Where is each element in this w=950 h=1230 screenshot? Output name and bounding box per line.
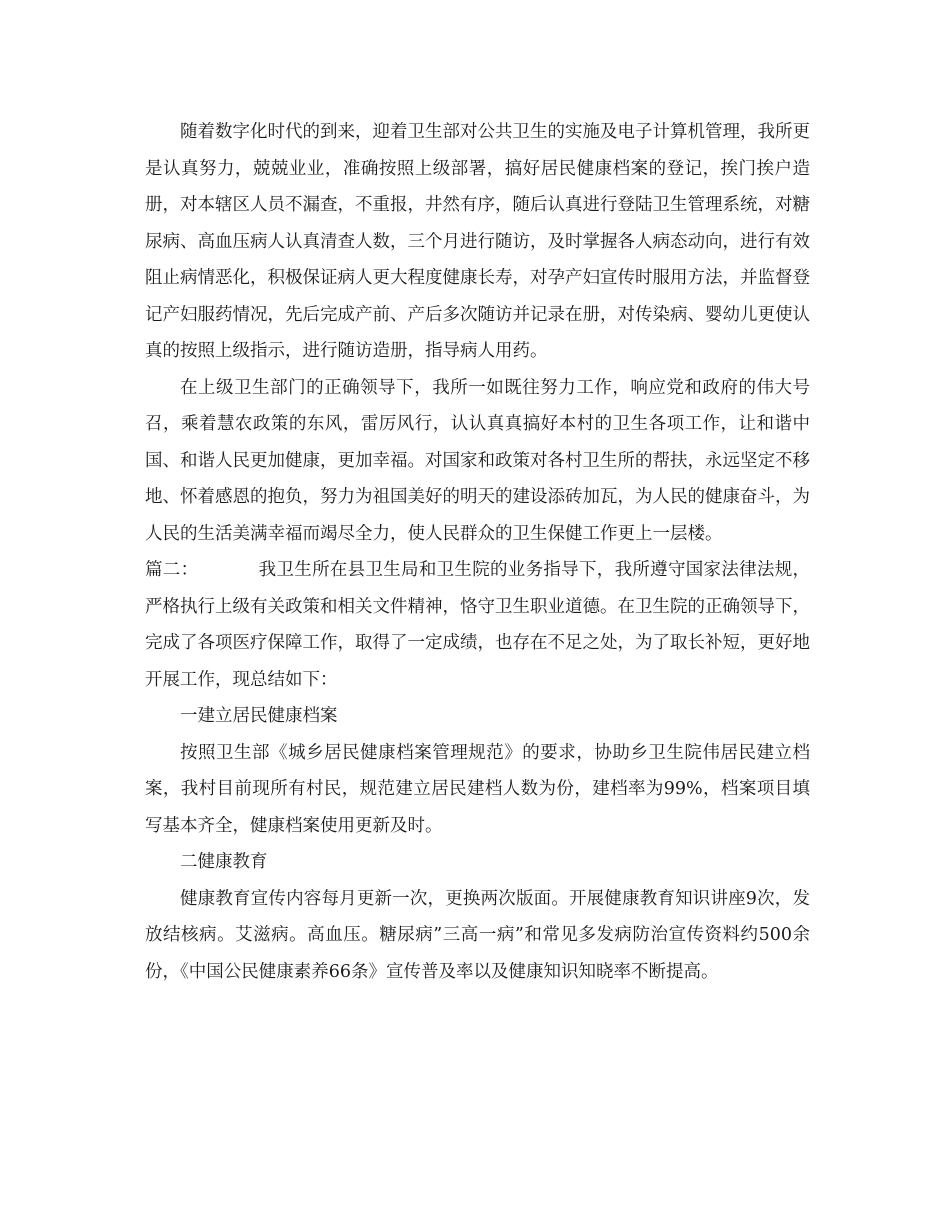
heading-health-records: 一建立居民健康档案 — [180, 706, 338, 726]
part-two-label: 篇二： — [145, 560, 199, 580]
paragraph-health-education: 健康教育宣传内容每月更新一次，更换两次版面。开展健康教育知识讲座9次，发放结核病。艾滋病。高血压。糖尿病”三高一病”和常见多发病防治宣传资料约500余份，《中国公民健康素养66条》宣传普及率以及健康知识知晓率不断提高。 — [145, 888, 810, 982]
heading-health-education: 二健康教育 — [180, 852, 268, 872]
paragraph-health-records: 按照卫生部《城乡居民健康档案管理规范》的要求，协助乡卫生院伟居民建立档案，我村目前现所有村民，规范建立居民建档人数为份，建档率为99%，档案项目填写基本齐全，健康档案使用更新及时。 — [145, 742, 810, 836]
part-two-text: 我卫生所在县卫生局和卫生院的业务指导下，我所遵守国家法律法规，严格执行上级有关政策和相关文件精神，恪守卫生职业道德。在卫生院的正确领导下，完成了各项医疗保障工作，取得了一定成绩，也存在不足之处，为了取长补短，更好地开展工作，现总结如下： — [145, 560, 811, 690]
paragraph-part-two — [145, 552, 810, 698]
document-body — [145, 114, 810, 990]
paragraph-digital-management: 随着数字化时代的到来，迎着卫生部对公共卫生的实施及电子计算机管理，我所更是认真努力，兢兢业业，准确按照上级部署，搞好居民健康档案的登记，挨门挨户造册，对本辖区人员不漏查，不重报，井然有序，随后认真进行登陆卫生管理系统，对糖尿病、高血压病人认真清查人数，三个月进行随访，及时掌握各人病态动向，进行有效阻止病情恶化，积极保证病人更大程度健康长寿，对孕产妇宣传时服用方法，并监督登记产妇服药情况，先后完成产前、产后多次随访并记录在册，对传染病、婴幼儿更使认真的按照上级指示，进行随访造册，指导病人用药。 — [145, 122, 810, 361]
paragraph-leadership: 在上级卫生部门的正确领导下，我所一如既往努力工作，响应党和政府的伟大号召，乘着慧农政策的东风，雷厉风行，认认真真搞好本村的卫生各项工作，让和谐中国、和谐人民更加健康，更加幸福。对国家和政策对各村卫生所的帮扶，永远坚定不移地、怀着感恩的抱负，努力为祖国美好的明天的建设添砖加瓦，为人民的健康奋斗，为人民的生活美满幸福而竭尽全力，使人民群众的卫生保健工作更上一层楼。 — [145, 377, 810, 544]
